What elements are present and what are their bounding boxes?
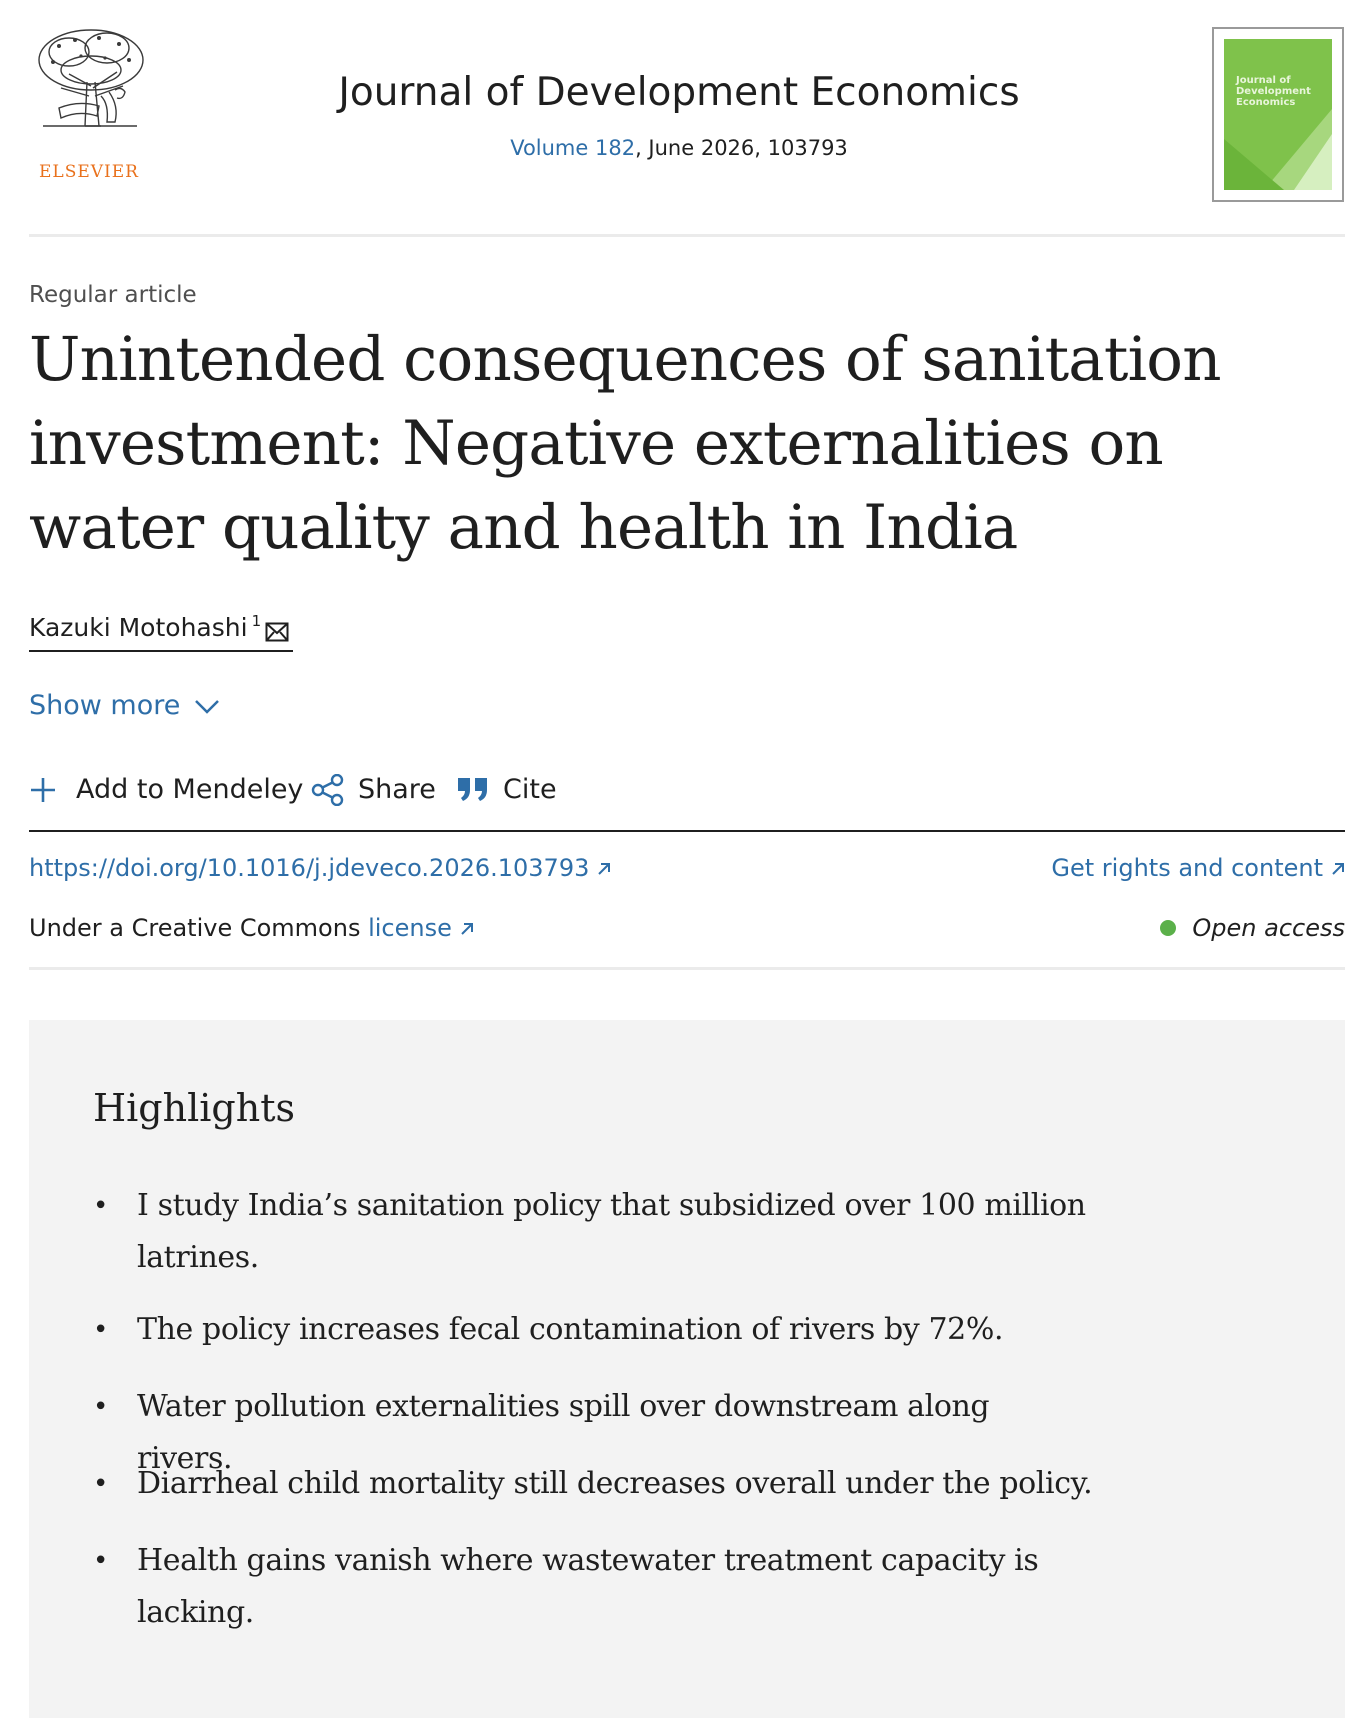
journal-header — [29, 0, 1345, 236]
share-label: Share — [358, 774, 436, 805]
article-type: Regular article — [29, 282, 197, 308]
external-link-icon — [1331, 862, 1345, 876]
cover-diagonal-graphic — [1224, 39, 1332, 190]
cover-green-panel — [1224, 39, 1332, 190]
cover-title: Journal of Development Economics — [1236, 75, 1311, 108]
bullet-icon: • — [93, 1469, 109, 1499]
rights-and-content-link[interactable] — [1051, 854, 1345, 882]
publisher-name: ELSEVIER — [39, 162, 139, 182]
open-access-badge — [1160, 914, 1345, 942]
plus-icon — [29, 776, 57, 804]
envelope-icon — [265, 616, 289, 652]
bullet-icon: • — [93, 1191, 109, 1221]
highlight-item — [93, 1304, 1093, 1356]
cover-top-band — [1214, 29, 1342, 39]
doi-text: https://doi.org/10.1016/j.jdeveco.2026.103793 — [29, 854, 590, 882]
license-prefix: Under a Creative Commons — [29, 914, 369, 942]
highlight-text: Water pollution externalities spill over downstream along rivers. — [137, 1389, 990, 1476]
highlight-text: Health gains vanish where wastewater treatment capacity is lacking. — [137, 1543, 1039, 1630]
article-title: Unintended consequences of sanitation investment: Negative externalities on water quality and health in India — [29, 324, 1221, 563]
cite-label: Cite — [503, 774, 557, 805]
actions-divider — [29, 830, 1345, 832]
doi-link[interactable] — [29, 854, 611, 882]
issue-details: , June 2026, 103793 — [635, 136, 848, 160]
mendeley-label: Add to Mendeley — [76, 774, 304, 805]
author-name: Kazuki Motohashi — [29, 613, 248, 642]
author-link[interactable] — [29, 610, 293, 652]
volume-link[interactable]: Volume 182 — [510, 136, 636, 160]
cite-button[interactable] — [457, 770, 557, 810]
show-more-label: Show more — [29, 690, 181, 721]
share-icon — [311, 774, 345, 806]
bullet-icon: • — [93, 1315, 109, 1345]
author-affiliation-marker: 1 — [251, 612, 262, 630]
bullet-icon: • — [93, 1546, 109, 1576]
highlight-item — [93, 1535, 1093, 1639]
journal-cover[interactable] — [1212, 27, 1344, 202]
elsevier-tree-icon — [29, 26, 149, 136]
add-to-mendeley-button[interactable] — [29, 770, 304, 810]
license-statement — [29, 914, 474, 942]
bullet-icon: • — [93, 1392, 109, 1422]
share-button[interactable] — [311, 770, 436, 810]
external-link-icon — [597, 862, 611, 876]
open-access-dot-icon — [1160, 920, 1176, 936]
chevron-down-icon — [194, 699, 220, 715]
header-divider — [29, 234, 1345, 237]
show-more-button[interactable] — [29, 690, 220, 721]
highlight-item — [93, 1180, 1093, 1284]
journal-issue-info — [229, 136, 1129, 160]
highlights-panel — [29, 1020, 1345, 1718]
quote-icon — [457, 776, 489, 804]
rights-text: Get rights and content — [1051, 854, 1323, 882]
highlight-text: Diarrheal child mortality still decreases overall under the policy. — [137, 1466, 1093, 1501]
elsevier-logo[interactable] — [29, 26, 149, 182]
highlight-item — [93, 1458, 1093, 1510]
article-page — [29, 0, 1345, 1718]
meta-divider — [29, 967, 1345, 970]
highlight-text: The policy increases fecal contamination of rivers by 72%. — [137, 1312, 1004, 1347]
highlights-title: Highlights — [93, 1086, 295, 1130]
open-access-label: Open access — [1192, 914, 1345, 942]
external-link-icon — [460, 922, 474, 936]
highlight-text: I study India’s sanitation policy that subsidized over 100 million latrines. — [137, 1188, 1086, 1275]
journal-title[interactable]: Journal of Development Economics — [338, 70, 1020, 115]
license-link-text: license — [368, 914, 452, 942]
license-link[interactable] — [368, 914, 474, 942]
